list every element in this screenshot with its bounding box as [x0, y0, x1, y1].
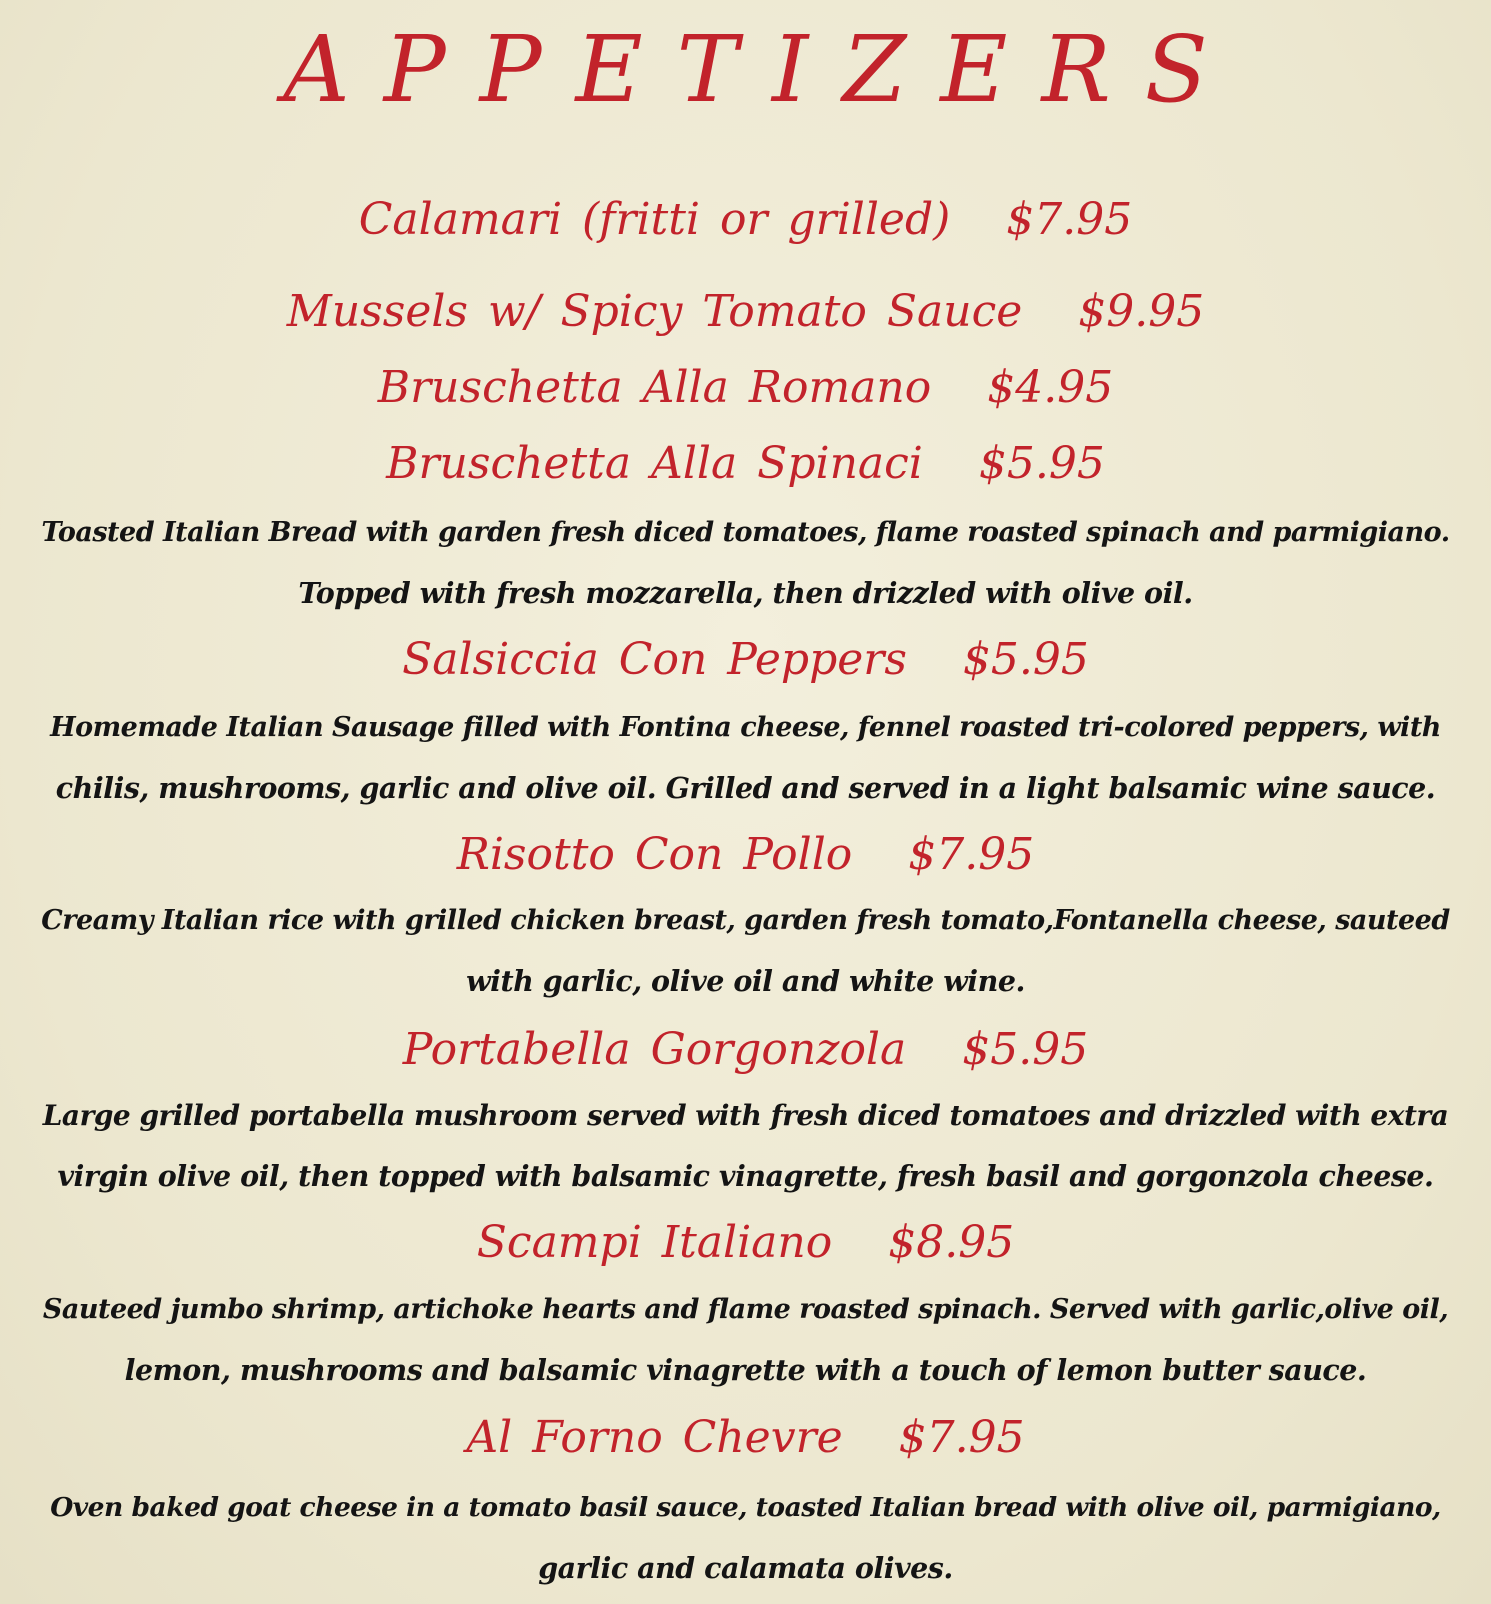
item-name: Salsiccia Con Peppers [402, 634, 907, 685]
item-bruschetta-romano [0, 358, 1491, 418]
description-line: virgin olive oil, then topped with balsamic vinagrette, fresh basil and gorgonzola cheese. [57, 1159, 1434, 1193]
description-line: Toasted Italian Bread with garden fresh diced tomatoes, flame roasted spinach and parmigiano. [41, 517, 1450, 548]
item-price: $7.95 [908, 829, 1035, 880]
item-portabella [0, 1020, 1491, 1080]
item-price: $4.95 [987, 362, 1114, 413]
item-description [40, 1477, 1451, 1599]
item-name: Portabella Gorgonzola [402, 1024, 907, 1075]
item-description [40, 1279, 1451, 1401]
description-line: Large grilled portabella mushroom served with fresh diced tomatoes and drizzled with extra [42, 1099, 1449, 1132]
description-line: Creamy Italian rice with grilled chicken breast, garden fresh tomato,Fontanella cheese, sauteed [41, 905, 1450, 936]
item-price: $9.95 [1078, 286, 1205, 337]
item-name: Bruschetta Alla Spinaci [386, 438, 923, 489]
description-line: garlic and calamata olives. [538, 1551, 953, 1585]
description-line: Topped with fresh mozzarella, then drizzled with olive oil. [298, 576, 1193, 610]
item-name: Bruschetta Alla Romano [377, 362, 932, 413]
item-description [40, 1085, 1451, 1207]
item-description [40, 502, 1451, 624]
description-line: chilis, mushrooms, garlic and olive oil. Grilled and served in a light balsamic wine sauce. [55, 771, 1436, 805]
description-line: with garlic, olive oil and white wine. [466, 964, 1025, 998]
menu-title: APPETIZERS [283, 16, 1242, 123]
item-calamari [0, 190, 1491, 250]
item-scampi [0, 1213, 1491, 1273]
item-name: Al Forno Chevre [466, 1412, 843, 1463]
item-price: $5.95 [978, 438, 1105, 489]
item-description [40, 697, 1451, 819]
item-price: $7.95 [1006, 194, 1133, 245]
description-line: Homemade Italian Sausage filled with Fontina cheese, fennel roasted tri-colored peppers, with [50, 712, 1441, 743]
item-price: $5.95 [962, 1024, 1089, 1075]
item-name: Calamari (fritti or grilled) [358, 194, 951, 245]
item-description [40, 890, 1451, 1012]
item-name: Mussels w/ Spicy Tomato Sauce [286, 286, 1023, 337]
description-line: lemon, mushrooms and balsamic vinagrette with a touch of lemon butter sauce. [124, 1353, 1367, 1387]
description-line: Sauteed jumbo shrimp, artichoke hearts and flame roasted spinach. Served with garlic,olive oil, [42, 1294, 1449, 1325]
item-salsiccia [0, 630, 1491, 690]
item-al-forno-chevre [0, 1408, 1491, 1468]
item-price: $7.95 [898, 1412, 1025, 1463]
item-name: Scampi Italiano [476, 1217, 833, 1268]
item-mussels [0, 282, 1491, 342]
item-risotto [0, 825, 1491, 885]
item-bruschetta-spinaci [0, 434, 1491, 494]
item-price: $8.95 [888, 1217, 1015, 1268]
item-price: $5.95 [962, 634, 1089, 685]
item-name: Risotto Con Pollo [456, 829, 853, 880]
description-line: Oven baked goat cheese in a tomato basil sauce, toasted Italian bread with olive oil, parmigiano, [50, 1492, 1441, 1523]
